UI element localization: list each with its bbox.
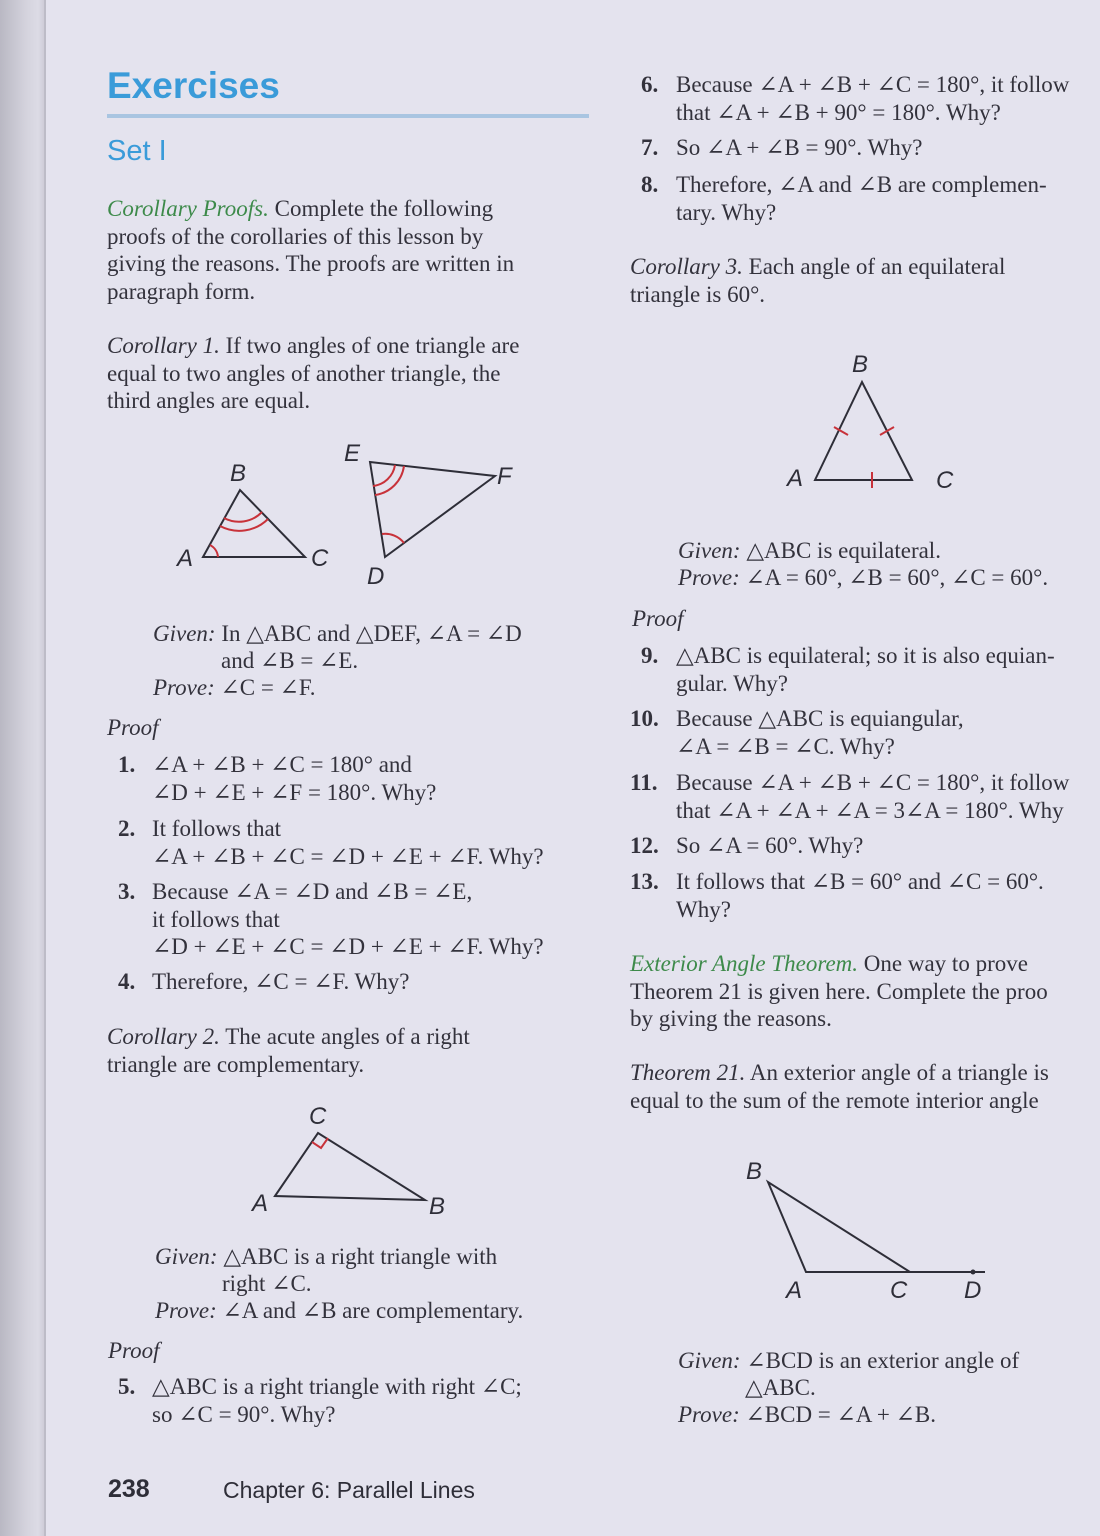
- angle-mark-e: [375, 466, 404, 495]
- intro-line: giving the reasons. The proofs are written in: [107, 251, 515, 276]
- step-line: that ∠A + ∠B + 90° = 180°. Why?: [676, 99, 1001, 125]
- step-number: 2.: [118, 816, 136, 841]
- intro-line: proofs of the corollaries of this lesson by: [107, 223, 484, 249]
- step-line: It follows that ∠B = 60° and ∠C = 60°.: [676, 869, 1044, 894]
- given-text: △ABC is equilateral.: [740, 538, 941, 563]
- corollary3-statement: [630, 253, 1005, 308]
- statement-line: equal to two angles of another triangle, the: [107, 360, 501, 386]
- corollary2-given: [155, 1243, 497, 1271]
- given-label: Given:: [678, 1348, 741, 1373]
- step-line: Because ∠A + ∠B + ∠C = 180°, it follow: [676, 72, 1070, 97]
- step-line: ∠A = ∠B = ∠C. Why?: [676, 733, 895, 759]
- step-number: 6.: [641, 72, 659, 97]
- vertex-label-c: C: [311, 545, 329, 572]
- step-number: 11.: [630, 770, 658, 795]
- step-10: [630, 705, 964, 760]
- step-line: ∠D + ∠E + ∠F = 180°. Why?: [152, 779, 437, 805]
- corollary2-given-cont: right ∠C.: [222, 1271, 312, 1296]
- corollary1-statement: [107, 332, 587, 415]
- corollary2-lead: Corollary 2.: [107, 1024, 220, 1049]
- theorem21-figure: [740, 1150, 1020, 1310]
- corollary3-figure: [780, 345, 970, 495]
- step-line: ∠A + ∠B + ∠C = ∠D + ∠E + ∠F. Why?: [152, 843, 544, 869]
- step-line: △ABC is equilateral; so it is also equian-: [676, 643, 1055, 668]
- statement-line: If two angles of one triangle are: [219, 333, 520, 358]
- point-d: [971, 1270, 976, 1275]
- step-number: 12.: [630, 833, 659, 858]
- statement-line: An exterior angle of a triangle is: [745, 1060, 1049, 1085]
- corollary3-prove: [678, 564, 1048, 592]
- exercises-heading: Exercises: [107, 65, 280, 106]
- corollary2-prove: [155, 1297, 523, 1325]
- vertex-label-b: B: [852, 351, 869, 378]
- step-line: Therefore, ∠A and ∠B are complemen-: [676, 172, 1047, 197]
- corollary1-given-cont: and ∠B = ∠E.: [221, 648, 359, 673]
- step-line: Therefore, ∠C = ∠F. Why?: [152, 969, 410, 994]
- step-11: [630, 769, 1069, 824]
- page-binding-shadow: [0, 0, 44, 1536]
- step-line: Because △ABC is equiangular,: [676, 706, 964, 731]
- step-line: Why?: [676, 896, 731, 922]
- step-1: [118, 751, 436, 806]
- prove-text: ∠A and ∠B are complementary.: [216, 1298, 524, 1323]
- step-8: [641, 171, 1047, 226]
- vertex-label-d: D: [964, 1277, 982, 1304]
- vertex-label-c: C: [309, 1103, 327, 1130]
- vertex-label-a: A: [787, 465, 804, 492]
- prove-label: Prove:: [678, 565, 740, 590]
- chapter-title: Chapter 6: Parallel Lines: [223, 1477, 475, 1503]
- angle-mark-b: [224, 512, 262, 522]
- triangle-abc: [768, 1182, 910, 1272]
- step-line: ∠D + ∠E + ∠C = ∠D + ∠E + ∠F. Why?: [152, 934, 544, 959]
- vertex-label-e: E: [344, 440, 361, 467]
- statement-line: equal to the sum of the remote interior angle: [630, 1087, 1039, 1113]
- step-line: tary. Why?: [676, 199, 777, 225]
- vertex-label-f: F: [497, 463, 512, 490]
- step-6: [641, 71, 1069, 126]
- equilateral-triangle-abc: [815, 382, 912, 480]
- prove-label: Prove:: [155, 1298, 217, 1323]
- paragraph-line: One way to prove: [858, 951, 1028, 976]
- given-label: Given:: [678, 538, 741, 563]
- vertex-label-b: B: [230, 460, 247, 487]
- step-number: 1.: [118, 752, 136, 777]
- step-number: 7.: [641, 135, 659, 160]
- theorem21-statement: [630, 1059, 1049, 1114]
- step-line: it follows that: [152, 906, 280, 932]
- page-number: 238: [108, 1475, 150, 1503]
- given-line: △ABC is a right triangle with: [217, 1244, 498, 1269]
- intro-lead: Corollary Proofs.: [107, 196, 269, 221]
- step-4: [118, 968, 409, 996]
- corollary2-figure: [240, 1098, 470, 1223]
- prove-text: ∠BCD = ∠A + ∠B.: [739, 1402, 936, 1427]
- step-2: [118, 815, 544, 870]
- vertex-label-b: B: [746, 1158, 763, 1185]
- corollary3-given: [678, 537, 941, 565]
- proof-label: Proof: [632, 606, 684, 631]
- step-line: △ABC is a right triangle with right ∠C;: [152, 1374, 522, 1399]
- given-label: Given:: [155, 1244, 218, 1269]
- step-3: [118, 878, 544, 961]
- vertex-label-a: A: [177, 545, 194, 572]
- set-subheading: Set I: [107, 135, 167, 167]
- right-triangle-abc: [275, 1133, 425, 1200]
- heading-rule: [107, 114, 589, 118]
- step-line: ∠A + ∠B + ∠C = 180° and: [152, 752, 412, 777]
- step-number: 10.: [630, 706, 659, 731]
- vertex-label-b: B: [429, 1193, 446, 1220]
- step-9: [641, 642, 1055, 697]
- given-line: ∠BCD is an exterior angle of: [740, 1348, 1020, 1373]
- step-7: [641, 134, 922, 162]
- step-number: 9.: [641, 643, 659, 668]
- step-number: 3.: [118, 879, 136, 904]
- step-number: 8.: [641, 172, 659, 197]
- vertex-label-a: A: [786, 1277, 803, 1304]
- step-number: 5.: [118, 1374, 136, 1399]
- exterior-lead: Exterior Angle Theorem.: [630, 951, 859, 976]
- statement-line: triangle is 60°.: [630, 281, 766, 307]
- corollary1-prove: [153, 674, 316, 702]
- angle-mark-d: [382, 534, 404, 543]
- theorem21-prove: [678, 1401, 936, 1429]
- vertex-label-a: A: [252, 1190, 269, 1217]
- tick-mark-bc: [880, 427, 894, 435]
- corollary2-statement: [107, 1023, 587, 1078]
- proof-label: Proof: [108, 1338, 160, 1363]
- step-line: Because ∠A + ∠B + ∠C = 180°, it follow: [676, 770, 1070, 795]
- step-13: [630, 868, 1044, 923]
- given-line: In △ABC and △DEF, ∠A = ∠D: [215, 621, 522, 646]
- theorem21-given-cont: △ABC.: [745, 1375, 816, 1400]
- angle-mark-a: [210, 545, 218, 557]
- exterior-angle-paragraph: [630, 950, 1048, 1033]
- step-number: 13.: [630, 869, 659, 894]
- step-line: So ∠A = 60°. Why?: [676, 833, 864, 858]
- vertex-label-d: D: [367, 563, 385, 590]
- step-line: It follows that: [152, 816, 282, 841]
- proof-label: Proof: [107, 715, 159, 740]
- binding-edge: [44, 0, 46, 1536]
- angle-mark-e: [373, 465, 395, 486]
- corollary1-given: [153, 620, 522, 648]
- step-5: [118, 1373, 522, 1428]
- step-line: Because ∠A = ∠D and ∠B = ∠E,: [152, 879, 473, 904]
- corollary3-lead: Corollary 3.: [630, 254, 743, 279]
- statement-line: triangle are complementary.: [107, 1051, 365, 1077]
- step-line: gular. Why?: [676, 670, 788, 696]
- corollary1-figure: [160, 430, 540, 600]
- theorem21-lead: Theorem 21.: [630, 1060, 746, 1085]
- prove-label: Prove:: [678, 1402, 740, 1427]
- vertex-label-c: C: [890, 1277, 908, 1304]
- step-line: So ∠A + ∠B = 90°. Why?: [676, 135, 923, 160]
- intro-line: paragraph form.: [107, 278, 256, 304]
- prove-text: ∠A = 60°, ∠B = 60°, ∠C = 60°.: [739, 565, 1049, 590]
- paragraph-line: by giving the reasons.: [630, 1006, 832, 1031]
- vertex-label-c: C: [936, 467, 954, 494]
- intro-paragraph: [107, 195, 587, 305]
- corollary1-lead: Corollary 1.: [107, 333, 220, 358]
- intro-line: Complete the following: [268, 196, 494, 221]
- given-label: Given:: [153, 621, 216, 646]
- prove-label: Prove:: [153, 675, 215, 700]
- statement-line: third angles are equal.: [107, 388, 311, 413]
- statement-line: The acute angles of a right: [219, 1024, 470, 1049]
- step-line: so ∠C = 90°. Why?: [152, 1401, 336, 1427]
- triangle-abc: [203, 490, 305, 557]
- statement-line: Each angle of an equilateral: [742, 254, 1006, 279]
- triangle-def: [370, 462, 495, 557]
- prove-text: ∠C = ∠F.: [214, 675, 316, 700]
- theorem21-given: [678, 1347, 1019, 1375]
- paragraph-line: Theorem 21 is given here. Complete the proo: [630, 978, 1048, 1004]
- step-line: that ∠A + ∠A + ∠A = 3∠A = 180°. Why: [676, 797, 1064, 823]
- step-12: [630, 832, 863, 860]
- step-number: 4.: [118, 969, 136, 994]
